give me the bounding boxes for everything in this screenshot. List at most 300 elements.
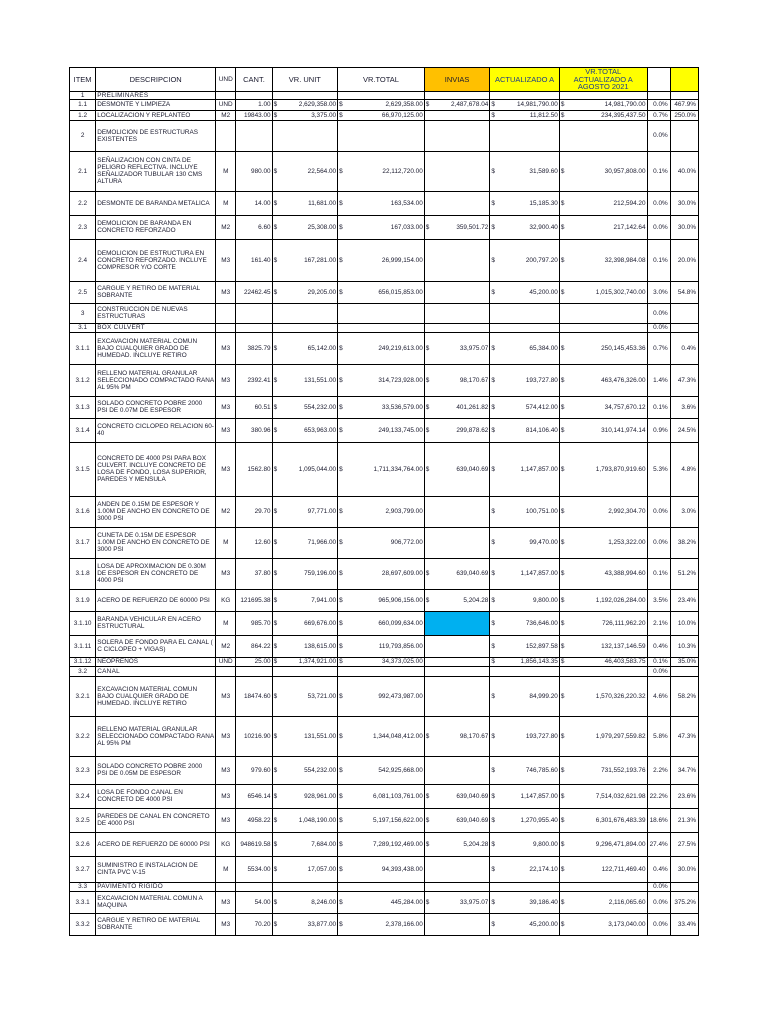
cell-cant: 5534.00 — [236, 856, 272, 882]
currency-symbol: $ — [339, 111, 343, 119]
cell-pct-increase: 47.3% — [670, 716, 698, 756]
currency-symbol: $ — [491, 508, 495, 515]
cell-pct-increase: 467.9% — [670, 99, 698, 110]
cell-pct-share: 0.4% — [647, 856, 670, 882]
currency-symbol: $ — [560, 426, 565, 434]
cell-actualizado — [490, 756, 560, 784]
cell-actualizado-value: 814,106.40 — [525, 426, 558, 434]
cell-descripcion: NEOPRENOS — [96, 657, 216, 666]
cell-invias — [424, 856, 490, 882]
cell-actualizado-value: 31,589.60 — [529, 167, 558, 175]
cell-total-actualizado-value: 726,111,962.20 — [602, 619, 646, 627]
cell-vr-unit-value: 1,095,044.00 — [298, 465, 337, 473]
cell-cant: 18474.60 — [236, 676, 272, 716]
currency-symbol: $ — [339, 376, 343, 384]
cell-item: 3.2.5 — [70, 808, 96, 832]
cell-vr-unit — [272, 891, 338, 913]
cell-invias-value: 33,975.07 — [459, 898, 489, 906]
currency-symbol: $ — [491, 199, 495, 207]
cell-invias-value: 639,040.69 — [456, 816, 489, 824]
cell-pct-increase: 23.6% — [670, 784, 698, 808]
cell-actualizado — [490, 99, 560, 110]
cell-actualizado-value: 193,727.80 — [525, 732, 558, 740]
header-pct-share — [647, 68, 670, 92]
currency-symbol: $ — [560, 792, 565, 800]
currency-symbol: $ — [339, 732, 343, 740]
cell-cant: 25.00 — [236, 657, 272, 666]
cell-und: M2 — [216, 496, 236, 527]
cell-empty — [490, 666, 560, 676]
currency-symbol: $ — [339, 658, 343, 665]
cell-vr-total — [338, 364, 425, 396]
currency-symbol: $ — [273, 865, 278, 873]
table-row — [70, 756, 699, 784]
cell-vr-unit — [272, 496, 338, 527]
cell-und: KG — [216, 589, 236, 611]
header-row — [70, 68, 699, 92]
cell-empty — [338, 120, 425, 151]
cell-und: M3 — [216, 364, 236, 396]
cell-actualizado — [490, 611, 560, 635]
table-row — [70, 589, 699, 611]
table-row — [70, 676, 699, 716]
currency-symbol: $ — [273, 658, 278, 665]
cell-empty — [424, 303, 490, 323]
cell-und — [216, 120, 236, 151]
cell-actualizado — [490, 396, 560, 418]
header-descripcion: DESCRIPCION — [96, 68, 216, 92]
cell-empty — [272, 303, 338, 323]
currency-symbol: $ — [425, 792, 430, 800]
cell-invias — [424, 808, 490, 832]
cell-vr-unit — [272, 808, 338, 832]
cell-item: 3.2 — [70, 666, 96, 676]
currency-symbol: $ — [491, 898, 495, 906]
cell-vr-unit — [272, 611, 338, 635]
cell-total-actualizado-value: 14,981,790.00 — [604, 101, 646, 108]
cell-total-actualizado-value: 7,514,032,621.98 — [595, 792, 646, 800]
currency-symbol: $ — [339, 403, 343, 411]
cell-pct-share: 0.0% — [647, 527, 670, 558]
cell-cant: 37.80 — [236, 558, 272, 589]
header-actualizado: ACTUALIZADO A — [490, 68, 560, 92]
cell-vr-total — [338, 784, 425, 808]
cell-invias — [424, 332, 490, 364]
cell-actualizado-value: 45,200.00 — [529, 288, 558, 296]
cell-vr-total-value: 22,112,720.00 — [382, 167, 423, 175]
cell-total-actualizado — [559, 784, 647, 808]
cell-vr-total — [338, 191, 425, 215]
cell-empty — [559, 666, 647, 676]
cell-total-actualizado — [559, 756, 647, 784]
table-row — [70, 110, 699, 120]
cell-actualizado-value: 9,800.00 — [532, 840, 558, 848]
cell-vr-total-value: 314,723,928.00 — [378, 376, 423, 384]
cell-actualizado-value: 746,785.60 — [525, 766, 558, 774]
cell-und: M — [216, 611, 236, 635]
cell-total-actualizado — [559, 832, 647, 856]
cell-vr-unit-value: 22,564.00 — [307, 167, 337, 175]
section-row — [70, 666, 699, 676]
cell-descripcion: ACERO DE REFUERZO DE 60000 PSI — [96, 832, 216, 856]
cell-vr-total-value: 1,711,334,764.00 — [373, 465, 423, 473]
currency-symbol: $ — [273, 898, 278, 906]
currency-symbol: $ — [339, 570, 343, 577]
cell-pct-share: 0.4% — [647, 635, 670, 657]
cell-cant: 19843.00 — [236, 110, 272, 120]
cell-empty — [559, 120, 647, 151]
cell-pct-share: 3.0% — [647, 281, 670, 303]
cell-descripcion: SUMINISTRO E INSTALACION DE CINTA PVC V-15 — [96, 856, 216, 882]
cell-pct-increase: 33.4% — [670, 913, 698, 935]
cell-empty — [424, 91, 490, 99]
cell-actualizado-value: 1,270,955.40 — [520, 816, 558, 824]
cell-actualizado-value: 22,174.10 — [529, 865, 558, 873]
currency-symbol: $ — [560, 658, 565, 665]
cell-invias — [424, 191, 490, 215]
cell-empty — [338, 666, 425, 676]
currency-symbol: $ — [339, 840, 343, 848]
cell-item: 3.1.3 — [70, 396, 96, 418]
section-row — [70, 91, 699, 99]
cell-vr-unit — [272, 99, 338, 110]
cell-pct-share: 0.7% — [647, 110, 670, 120]
table-row — [70, 913, 699, 935]
cell-empty — [272, 882, 338, 891]
cell-und: M3 — [216, 784, 236, 808]
cell-vr-total-value: 7,289,192,469.00 — [373, 840, 423, 848]
cell-und: UND — [216, 99, 236, 110]
cell-total-actualizado — [559, 808, 647, 832]
cell-actualizado — [490, 281, 560, 303]
cell-total-actualizado-value: 250,145,453.36 — [601, 344, 646, 352]
cell-descripcion: CONCRETO CICLOPEO RELACION 60-40 — [96, 418, 216, 442]
cell-pct-share: 0.1% — [647, 558, 670, 589]
currency-symbol: $ — [425, 223, 430, 231]
currency-symbol: $ — [339, 167, 343, 175]
currency-symbol: $ — [491, 596, 495, 604]
cell-total-actualizado-value: 1,570,326,220.32 — [595, 692, 646, 700]
cell-total-actualizado — [559, 99, 647, 110]
cell-actualizado-value: 736,646.00 — [525, 619, 558, 627]
cell-descripcion: EXCAVACION MATERIAL COMUN BAJO CUALQUIER GRADO DE HUMEDAD. INCLUYE RETIRO — [96, 332, 216, 364]
currency-symbol: $ — [560, 732, 565, 740]
cell-descripcion: PAVIMENTO RIGIDO — [96, 882, 216, 891]
cell-vr-total-value: 249,219,613.00 — [378, 344, 423, 352]
currency-symbol: $ — [339, 766, 343, 774]
cell-pct-share: 0.0% — [647, 215, 670, 239]
cell-invias — [424, 832, 490, 856]
cell-actualizado — [490, 215, 560, 239]
cell-cant: 864.22 — [236, 635, 272, 657]
table-row — [70, 303, 699, 323]
cell-vr-unit-value: 25,308.00 — [307, 223, 337, 231]
currency-symbol: $ — [560, 344, 565, 352]
cell-vr-total — [338, 215, 425, 239]
header-vr-total: VR.TOTAL — [338, 68, 425, 92]
cell-item: 3.1.8 — [70, 558, 96, 589]
cell-invias — [424, 756, 490, 784]
cell-pct-share: 5.3% — [647, 442, 670, 496]
cell-item: 3.2.4 — [70, 784, 96, 808]
header-und: UND — [216, 68, 236, 92]
cell-vr-total-value: 2,903,799.00 — [385, 508, 423, 515]
currency-symbol: $ — [560, 288, 565, 296]
cell-item: 3.2.6 — [70, 832, 96, 856]
currency-symbol: $ — [273, 344, 278, 352]
cell-vr-unit — [272, 913, 338, 935]
cell-vr-total-value: 66,970,125.00 — [381, 111, 423, 119]
cell-descripcion: CANAL — [96, 666, 216, 676]
cell-und: M3 — [216, 913, 236, 935]
cell-invias — [424, 913, 490, 935]
cell-item: 3 — [70, 303, 96, 323]
cell-vr-total-value: 5,197,156,622.00 — [373, 816, 423, 824]
currency-symbol: $ — [560, 167, 565, 175]
cell-descripcion: CARGUE Y RETIRO DE MATERIAL SOBRANTE — [96, 281, 216, 303]
cell-actualizado-value: 39,186.40 — [529, 898, 558, 906]
cell-vr-total-value: 119,793,856.00 — [378, 642, 423, 650]
cell-pct-increase: 4.8% — [670, 442, 698, 496]
cell-vr-total-value: 542,925,668.00 — [378, 766, 423, 774]
cell-vr-unit-value: 669,676.00 — [304, 619, 337, 627]
currency-symbol: $ — [273, 376, 278, 384]
cell-empty — [236, 323, 272, 332]
cell-vr-total — [338, 756, 425, 784]
currency-symbol: $ — [491, 101, 495, 108]
cell-vr-total-value: 28,697,609.00 — [381, 570, 423, 577]
cell-pct-increase: 3.0% — [670, 496, 698, 527]
cell-empty — [559, 303, 647, 323]
currency-symbol: $ — [560, 403, 565, 411]
cell-vr-unit — [272, 589, 338, 611]
cell-cant: 14.00 — [236, 191, 272, 215]
currency-symbol: $ — [425, 376, 430, 384]
cell-actualizado — [490, 676, 560, 716]
cell-pct-share: 0.1% — [647, 239, 670, 281]
cell-pct-increase — [670, 120, 698, 151]
currency-symbol: $ — [425, 898, 430, 906]
currency-symbol: $ — [560, 865, 565, 873]
cell-cant: 10216.90 — [236, 716, 272, 756]
currency-symbol: $ — [273, 199, 278, 207]
table-row — [70, 716, 699, 756]
cell-invias — [424, 281, 490, 303]
cell-descripcion: CUNETA DE 0.15M DE ESPESOR 1.00M DE ANCHO EN CONCRETO DE 3000 PSI — [96, 527, 216, 558]
cell-invias-value: 639,040.69 — [456, 465, 489, 473]
cell-total-actualizado-value: 34,757,670.12 — [604, 403, 646, 411]
cell-empty — [272, 120, 338, 151]
cell-vr-unit — [272, 332, 338, 364]
cell-invias-value: 5,204.28 — [463, 840, 489, 848]
cell-total-actualizado — [559, 191, 647, 215]
cell-vr-unit — [272, 784, 338, 808]
cell-pct-share: 4.6% — [647, 676, 670, 716]
currency-symbol: $ — [339, 642, 343, 650]
cell-pct-increase: 24.5% — [670, 418, 698, 442]
cell-pct-share: 0.0% — [647, 99, 670, 110]
cell-actualizado-value: 1,147,857.00 — [520, 570, 558, 577]
cell-actualizado-value: 15,185.30 — [529, 199, 558, 207]
cell-total-actualizado — [559, 110, 647, 120]
cell-vr-total-value: 163,534.00 — [390, 199, 423, 207]
cell-und: M3 — [216, 281, 236, 303]
cell-empty — [338, 303, 425, 323]
cell-total-actualizado-value: 234,395,437.50 — [601, 111, 646, 119]
table-row — [70, 99, 699, 110]
budget-table — [69, 67, 699, 936]
currency-symbol: $ — [491, 732, 495, 740]
cell-vr-unit — [272, 657, 338, 666]
cell-invias — [424, 99, 490, 110]
cell-vr-unit-value: 53,721.00 — [307, 692, 337, 700]
cell-total-actualizado — [559, 239, 647, 281]
currency-symbol: $ — [425, 403, 430, 411]
cell-descripcion: BOX CULVERT — [96, 323, 216, 332]
cell-item: 1.1 — [70, 99, 96, 110]
currency-symbol: $ — [339, 426, 343, 434]
cell-und: M3 — [216, 558, 236, 589]
cell-descripcion: SEÑALIZACION CON CINTA DE PELIGRO REFLECTIVA. INCLUYE SEÑALIZADOR TUBULAR 130 CMS ALTURA — [96, 151, 216, 191]
cell-total-actualizado — [559, 657, 647, 666]
table-row — [70, 215, 699, 239]
cell-cant: 161.40 — [236, 239, 272, 281]
cell-item: 3.2.1 — [70, 676, 96, 716]
cell-total-actualizado-value: 217,142.64 — [613, 223, 646, 231]
cell-invias — [424, 611, 490, 635]
cell-vr-unit — [272, 418, 338, 442]
cell-actualizado — [490, 856, 560, 882]
cell-descripcion: RELLENO MATERIAL GRANULAR SELECCIONADO COMPACTADO RANA AL 95% PM — [96, 716, 216, 756]
currency-symbol: $ — [339, 465, 343, 473]
currency-symbol: $ — [273, 732, 278, 740]
cell-invias — [424, 110, 490, 120]
cell-item: 3.1.6 — [70, 496, 96, 527]
cell-und — [216, 303, 236, 323]
cell-invias — [424, 891, 490, 913]
cell-empty — [338, 323, 425, 332]
cell-vr-total — [338, 856, 425, 882]
cell-cant: 2392.41 — [236, 364, 272, 396]
cell-item: 3.2.7 — [70, 856, 96, 882]
cell-invias-value: 98,170.67 — [459, 376, 489, 384]
cell-vr-total-value: 1,344,048,412.00 — [373, 732, 423, 740]
cell-pct-increase: 35.0% — [670, 657, 698, 666]
cell-invias-value: 33,975.07 — [459, 344, 489, 352]
currency-symbol: $ — [491, 692, 495, 700]
cell-pct-share: 5.8% — [647, 716, 670, 756]
cell-empty — [424, 323, 490, 332]
currency-symbol: $ — [273, 920, 278, 928]
header-pct-increase — [670, 68, 698, 92]
cell-item: 2.4 — [70, 239, 96, 281]
cell-pct-share: 0.0% — [647, 666, 670, 676]
cell-cant: 60.51 — [236, 396, 272, 418]
currency-symbol: $ — [491, 403, 495, 411]
currency-symbol: $ — [339, 816, 343, 824]
cell-empty — [559, 882, 647, 891]
cell-item: 3.2.2 — [70, 716, 96, 756]
cell-vr-unit-value: 2,629,358.00 — [298, 101, 337, 108]
currency-symbol: $ — [560, 199, 565, 207]
cell-invias-value: 299,878.62 — [456, 426, 489, 434]
cell-und: M — [216, 191, 236, 215]
cell-descripcion: BARANDA VEHICULAR EN ACERO ESTRUCTURAL — [96, 611, 216, 635]
cell-pct-increase: 21.3% — [670, 808, 698, 832]
cell-actualizado — [490, 364, 560, 396]
cell-vr-unit — [272, 527, 338, 558]
cell-invias-value: 359,501.72 — [456, 223, 489, 231]
cell-item: 3.3 — [70, 882, 96, 891]
currency-symbol: $ — [560, 920, 565, 928]
cell-empty — [490, 323, 560, 332]
currency-symbol: $ — [273, 223, 278, 231]
cell-vr-total — [338, 418, 425, 442]
cell-actualizado — [490, 527, 560, 558]
cell-empty — [272, 666, 338, 676]
cell-pct-increase: 375.2% — [670, 891, 698, 913]
cell-item: 2.3 — [70, 215, 96, 239]
cell-vr-total — [338, 676, 425, 716]
cell-vr-total — [338, 913, 425, 935]
cell-pct-increase: 47.3% — [670, 364, 698, 396]
cell-descripcion: DEMOLICION DE ESTRUCTURA EN CONCRETO REFORZADO. INCLUYE COMPRESOR Y/O CORTE — [96, 239, 216, 281]
currency-symbol: $ — [273, 288, 278, 296]
currency-symbol: $ — [425, 840, 430, 848]
currency-symbol: $ — [273, 426, 278, 434]
cell-vr-total — [338, 281, 425, 303]
cell-vr-unit-value: 65,142.00 — [307, 344, 337, 352]
cell-total-actualizado — [559, 215, 647, 239]
cell-vr-unit-value: 8,246.00 — [311, 898, 337, 906]
cell-vr-unit — [272, 281, 338, 303]
cell-vr-total-value: 656,015,853.00 — [378, 288, 423, 296]
cell-descripcion: ANDEN DE 0.15M DE ESPESOR Y 1.00M DE ANCHO EN CONCRETO DE 3000 PSI — [96, 496, 216, 527]
cell-total-actualizado-value: 46,403,583.75 — [604, 658, 646, 665]
cell-actualizado-value: 1,147,857.00 — [520, 465, 558, 473]
currency-symbol: $ — [560, 619, 565, 627]
table-row — [70, 856, 699, 882]
cell-pct-increase: 38.2% — [670, 527, 698, 558]
cell-item: 1.2 — [70, 110, 96, 120]
cell-vr-unit-value: 928,961.00 — [304, 792, 337, 800]
cell-descripcion: DEMOLICION DE BARANDA EN CONCRETO REFORZADO — [96, 215, 216, 239]
cell-invias-value: 98,170.67 — [459, 732, 489, 740]
cell-vr-unit-value: 3,375.00 — [311, 111, 337, 119]
cell-vr-total — [338, 589, 425, 611]
cell-total-actualizado-value: 1,979,297,559.82 — [595, 732, 646, 740]
currency-symbol: $ — [491, 376, 495, 384]
table-row — [70, 332, 699, 364]
cell-invias-value: 2,487,678.04 — [450, 101, 489, 108]
cell-invias — [424, 418, 490, 442]
currency-symbol: $ — [339, 344, 343, 352]
cell-descripcion: SOLERA DE FONDO PARA EL CANAL ( C CICLOPEO + VIGAS) — [96, 635, 216, 657]
currency-symbol: $ — [491, 642, 495, 650]
cell-item: 3.1.7 — [70, 527, 96, 558]
cell-cant: 985.70 — [236, 611, 272, 635]
currency-symbol: $ — [560, 101, 565, 108]
table-row — [70, 191, 699, 215]
cell-vr-unit-value: 653,963.00 — [304, 426, 337, 434]
cell-cant: 54.00 — [236, 891, 272, 913]
cell-total-actualizado-value: 9,296,471,894.00 — [595, 840, 646, 848]
cell-cant: 948619.58 — [236, 832, 272, 856]
currency-symbol: $ — [273, 766, 278, 774]
cell-descripcion: EXCAVACION MATERIAL COMUN A MAQUINA — [96, 891, 216, 913]
cell-invias — [424, 396, 490, 418]
currency-symbol: $ — [491, 223, 495, 231]
